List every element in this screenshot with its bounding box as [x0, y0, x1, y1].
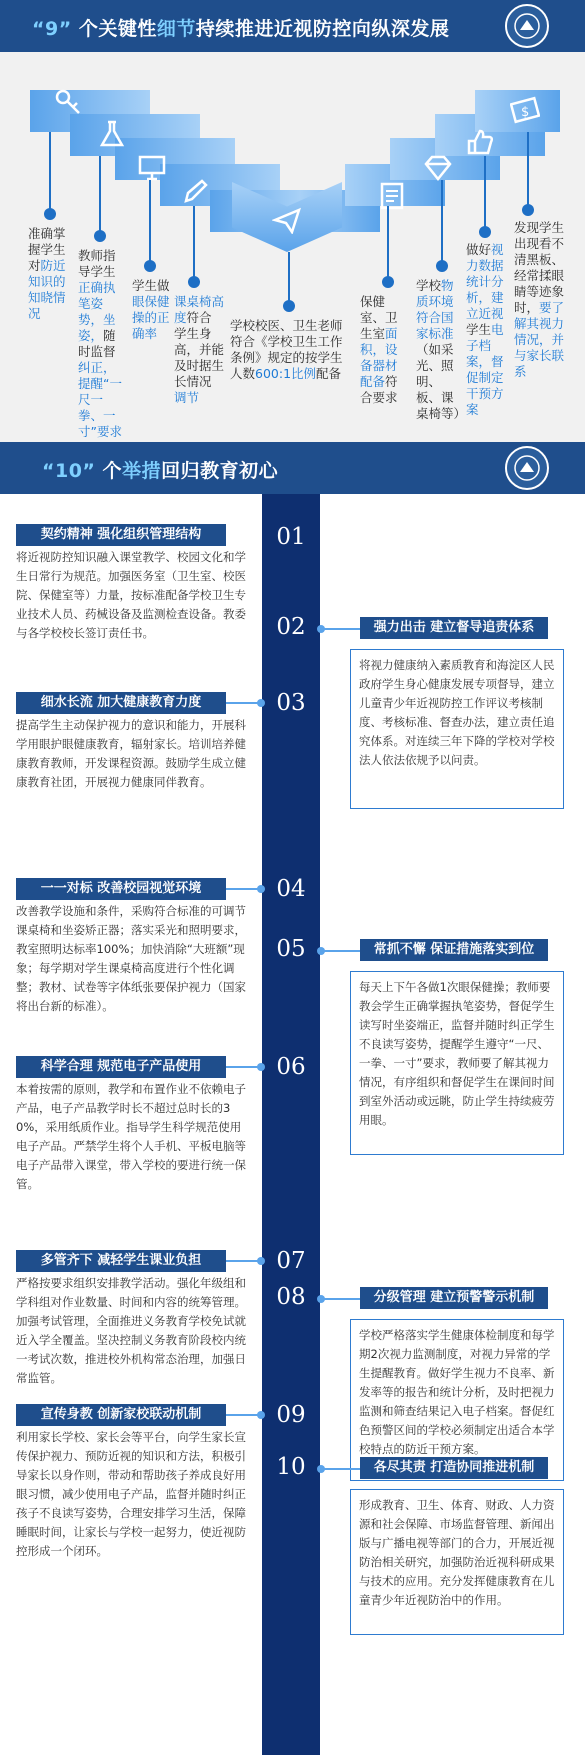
timeline-dot [436, 260, 448, 272]
school-logo [505, 4, 549, 48]
section1-details [0, 52, 585, 442]
detail-item-7: 学校物质环境符合国家标准（如采光、照明、板、课桌椅等） [416, 278, 467, 421]
measure-title: 科学合理 规范电子产品使用 [16, 1056, 226, 1078]
detail-item-2: 教师指导学生正确执笔姿势，坐姿，随时监督纠正，提醒“一尺一拳、一寸”要求 [78, 248, 122, 439]
measure-body: 形成教育、卫生、体育、财政、人力资源和社会保障、市场监督管理、新闻出版与广播电视等部门的合力，开展近视防治相关研究，加强防治近视科研成果与技术的应用。充分发挥健康教育在儿童青少年近视防治中的作用。 [350, 1489, 564, 1635]
measure-title: 常抓不懈 保证措施落实到位 [360, 939, 548, 961]
measure-title: 各尽其责 打造协同推进机制 [360, 1457, 548, 1479]
measure-number: 08 [276, 1284, 306, 1310]
monitor-icon [132, 148, 172, 188]
measure-number: 06 [276, 1054, 306, 1080]
measure-title: 一一对标 改善校园视觉环境 [16, 878, 226, 900]
flask-icon [92, 114, 132, 154]
measure-title: 细水长流 加大健康教育力度 [16, 692, 226, 714]
measure-title: 多管齐下 减轻学生课业负担 [16, 1250, 226, 1272]
key-icon [48, 82, 88, 122]
measure-number: 07 [276, 1248, 306, 1274]
document-icon [372, 176, 412, 216]
measure-title: 强力出击 建立督导追责体系 [360, 617, 548, 639]
section1-banner [0, 0, 585, 52]
section2-banner [0, 442, 585, 494]
timeline-dot [94, 230, 106, 242]
timeline-spine [262, 494, 320, 1755]
timeline-dot [382, 276, 394, 288]
measure-body: 严格按要求组织安排教学活动。强化年级组和学科组对作业数量、时间和内容的统筹管理。加强考试管理，全面推进义务教育学校免试就近入学全覆盖。坚决控制义务教育阶段校内统一考试次数，推进校外机构常态治理，加强日常监管。 [16, 1276, 246, 1385]
timeline-dot [522, 204, 534, 216]
detail-item-1: 准确掌握学生对防近知识的知晓情况 [28, 226, 66, 321]
measure-number: 01 [276, 524, 306, 550]
money-icon [505, 90, 545, 130]
measure-body: 每天上下午各做1次眼保健操；教师要教会学生正确掌握执笔姿势，督促学生读写时坐姿端正，监督并随时纠正学生不良读写姿势，提醒学生遵守“一尺、一拳、一寸”要求，教师要了解其视力情况，有序组织和督促学生在课间时间到室外活动或远眺，防止学生持续疲劳用眼。 [350, 971, 564, 1155]
timeline-dot [283, 300, 295, 312]
measure-body: 本着按需的原则，教学和布置作业不依赖电子产品，电子产品教学时长不超过总时长的30%，采用纸质作业。指导学生科学规范使用电子产品。严禁学生将个人手机、平板电脑等电子产品带入课堂，带入学校的要进行统一保管。 [16, 1082, 246, 1191]
detail-item-9: 发现学生出现看不清黑板、经常揉眼睛等迹象时，要了解其视力情况，并与家长联系 [514, 220, 565, 379]
section1-title: “9” 个关键性细节持续推进近视防控向纵深发展 [32, 18, 450, 40]
timeline-dot [188, 276, 200, 288]
measure-body: 提高学生主动保护视力的意识和能力，开展科学用眼护眼健康教育，辐射家长。培训培养健康教育教师，开发课程资源。鼓励学生成立健康教育社团，开展视力健康同伴教育。 [16, 718, 246, 789]
measure-number: 05 [276, 936, 306, 962]
measure-title: 分级管理 建立预警警示机制 [360, 1287, 548, 1309]
measure-body: 利用家长学校、家长会等平台，向学生家长宣传保护视力、预防近视的知识和方法，积极引导家长以身作则，带动和帮助孩子养成良好用眼习惯，减少使用电子产品，监督并随时纠正孩子不良读写姿势，合理安排学习生活，保障睡眠时间，让家长与学校一起努力，使近视防控形成一个闭环。 [16, 1430, 246, 1558]
measure-title: 契约精神 强化组织管理结构 [16, 524, 226, 546]
detail-item-3: 学生做眼保健操的正确率 [132, 278, 170, 341]
measure-number: 10 [276, 1454, 306, 1480]
detail-item-5: 学校校医、卫生老师符合《学校卫生工作条例》规定的按学生人数600:1比例配备 [230, 318, 343, 381]
timeline-dot [479, 226, 491, 238]
svg-text:$: $ [521, 105, 530, 120]
measure-number: 04 [276, 876, 306, 902]
measure-number: 03 [276, 690, 306, 716]
detail-item-6: 保健室、卫生室面积，设备器材配备符合要求 [360, 294, 398, 405]
thumbsup-icon [460, 122, 500, 162]
measure-body: 将视力健康纳入素质教育和海淀区人民政府学生身心健康发展专项督导，建立儿童青少年近视防控工作评议考核制度、考核标准、督查办法，建立责任追究体系。对连续三年下降的学校对学校法人依法依规予以问责。 [350, 649, 564, 809]
measure-body: 改善教学设施和条件，采购符合标准的可调节课桌椅和坐姿矫正器；落实采光和照明要求，教室照明达标率100%；加快消除“大班额”现象；每学期对学生课桌椅高度进行个性化调整；教材、试卷等字体纸张要保护视力（国家将出台新的标准）。 [16, 904, 246, 1013]
measure-number: 09 [276, 1402, 306, 1428]
timeline-dot [144, 260, 156, 272]
detail-item-4: 课桌椅高度符合学生身高，并能及时据生长情况调节 [174, 294, 225, 405]
school-logo [505, 446, 549, 490]
detail-item-8: 做好视力数据统计分析，建立近视学生电子档案，督促制定干预方案 [466, 242, 504, 417]
timeline-dot [44, 208, 56, 220]
measure-title: 宣传身教 创新家校联动机制 [16, 1404, 226, 1426]
measure-body: 将近视防控知识融入课堂教学、校园文化和学生日常行为规范。加强医务室（卫生室、校医院、保健室等）力量，按标准配备学校卫生专业技术人员、药械设备及监测检查设备。教委与各学校校长签订责任书。 [16, 550, 246, 640]
section2-title: “10” 个举措回归教育初心 [42, 460, 279, 482]
measure-number: 02 [276, 614, 306, 640]
paperplane-icon [267, 200, 307, 240]
section2-measures [0, 494, 585, 1755]
pencil-icon [175, 172, 215, 212]
measure-body: 学校严格落实学生健康体检制度和每学期2次视力监测制度，对视力异常的学生提醒教育。做好学生视力不良率、新发率等的报告和统计分析，及时把视力监测和筛查结果记入电子档案。督促红色预警区间的学校必须制定出适合本学校特点的防近干预方案。 [350, 1319, 564, 1481]
diamond-icon [418, 148, 458, 188]
